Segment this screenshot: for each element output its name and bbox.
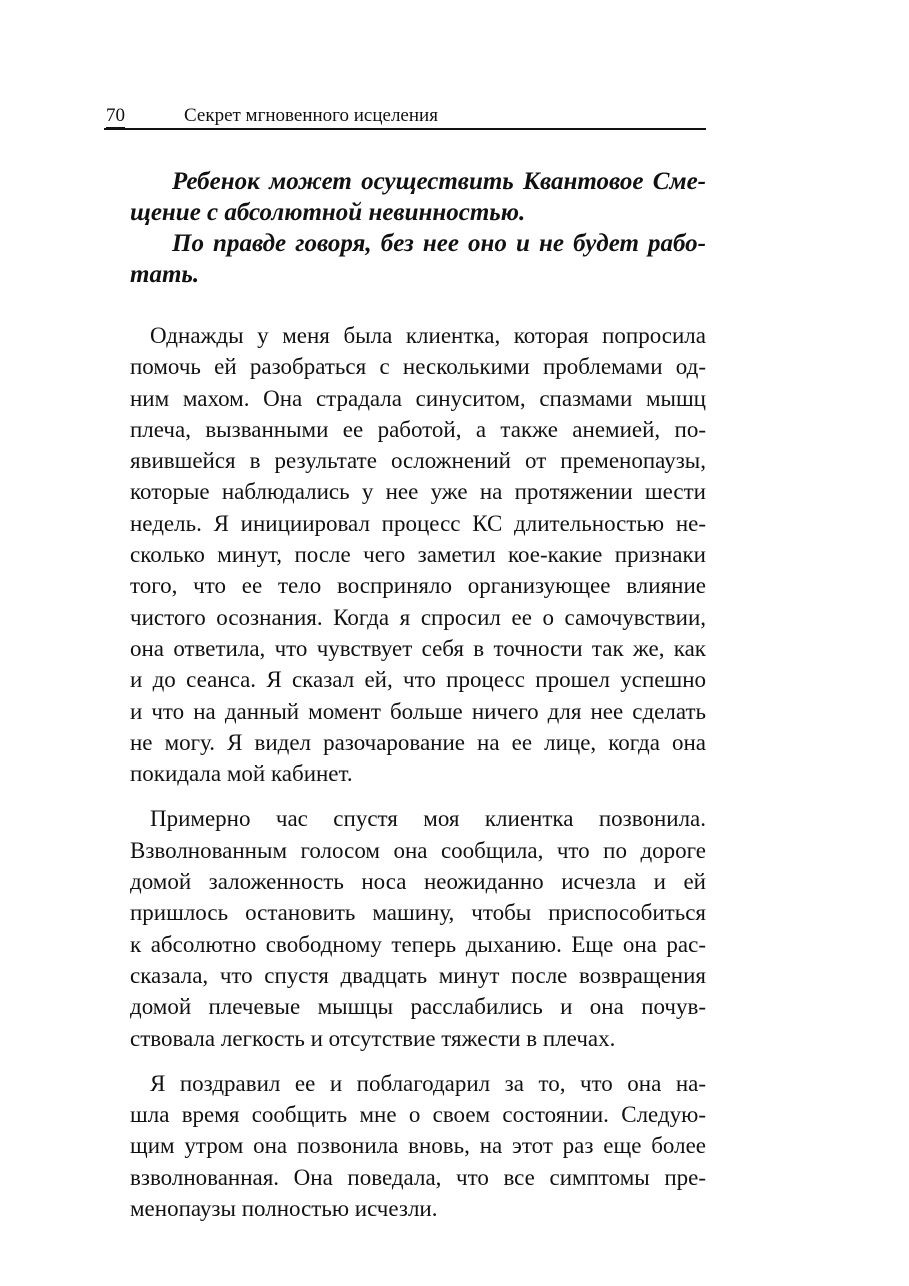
text-line: не могу. Я видел разочарование на ее лице, когда она xyxy=(130,729,706,755)
text-line: которые наблюдались у нее уже на протяжении шести xyxy=(130,479,706,505)
text-line: помочь ей разобраться с несколькими проблемами од- xyxy=(130,354,706,380)
text-line: и что на данный момент больше ничего для нее сделать xyxy=(130,698,706,724)
text-line: чистого осознания. Когда я спросил ее о самочувствии, xyxy=(130,604,706,630)
text-line: взволнованная. Она поведала, что все симптомы пре- xyxy=(130,1164,706,1190)
text-line: явившейся в результате осложнений от пременопаузы, xyxy=(130,448,706,474)
text-line: она ответила, что чувствует себя в точности так же, как xyxy=(130,635,706,661)
text-line: плеча, вызванными ее работой, а также анемией, по- xyxy=(130,416,706,442)
paragraph xyxy=(130,320,706,789)
text-line: домой заложенность носа неожиданно исчезла и ей xyxy=(130,869,706,895)
epigraph-line: щение с абсолютной невинностью. xyxy=(130,199,526,226)
text-line: Я поздравил ее и поблагодарил за то, что она на- xyxy=(150,1070,706,1096)
paragraph xyxy=(130,1068,706,1224)
text-line: сказала, что спустя двадцать минут после возвращения xyxy=(130,962,706,988)
epigraph-line: По правде говоря, без нее оно и не будет рабо- xyxy=(172,230,706,257)
text-line: сколько минут, после чего заметил кое-какие признаки xyxy=(130,542,706,568)
text-line: Однажды у меня была клиентка, которая попросила xyxy=(150,323,706,348)
text-line: шла время сообщить мне о своем состоянии. Следую- xyxy=(130,1102,706,1128)
text-line: менопаузы полностью исчезли. xyxy=(130,1196,438,1222)
text-line: домой плечевые мышцы расслабились и она почув- xyxy=(130,994,706,1020)
text-line: недель. Я инициировал процесс КС длительностью не- xyxy=(130,510,706,536)
text-line: пришлось остановить машину, чтобы приспособиться xyxy=(130,900,706,926)
running-title: Секрет мгновенного исцеления xyxy=(184,105,438,126)
page-number: 70 xyxy=(106,105,125,126)
text-line: к абсолютно свободному теперь дыханию. Еще она рас- xyxy=(130,931,706,957)
text-line: ним махом. Она страдала синуситом, спазмами мышц xyxy=(130,385,706,411)
text-line: Примерно час спустя моя клиентка позвонила. xyxy=(150,806,706,832)
text-line: Взволнованным голосом она сообщила, что по дороге xyxy=(130,837,706,863)
epigraph-line: Ребенок может осуществить Квантовое Сме- xyxy=(172,168,706,195)
text-line: щим утром она позвонила вновь, на этот раз еще более xyxy=(130,1133,706,1159)
text-line: того, что ее тело восприняло организующее влияние xyxy=(130,573,706,599)
running-header xyxy=(104,104,706,130)
body-text xyxy=(130,320,706,1238)
epigraph xyxy=(130,166,706,290)
text-line: и до сеанса. Я сказал ей, что процесс прошел успешно xyxy=(130,667,706,693)
text-line: покидала мой кабинет. xyxy=(130,761,353,787)
text-line: ствовала легкость и отсутствие тяжести в плечах. xyxy=(130,1025,616,1051)
paragraph xyxy=(130,803,706,1053)
epigraph-line: тать. xyxy=(130,261,200,288)
